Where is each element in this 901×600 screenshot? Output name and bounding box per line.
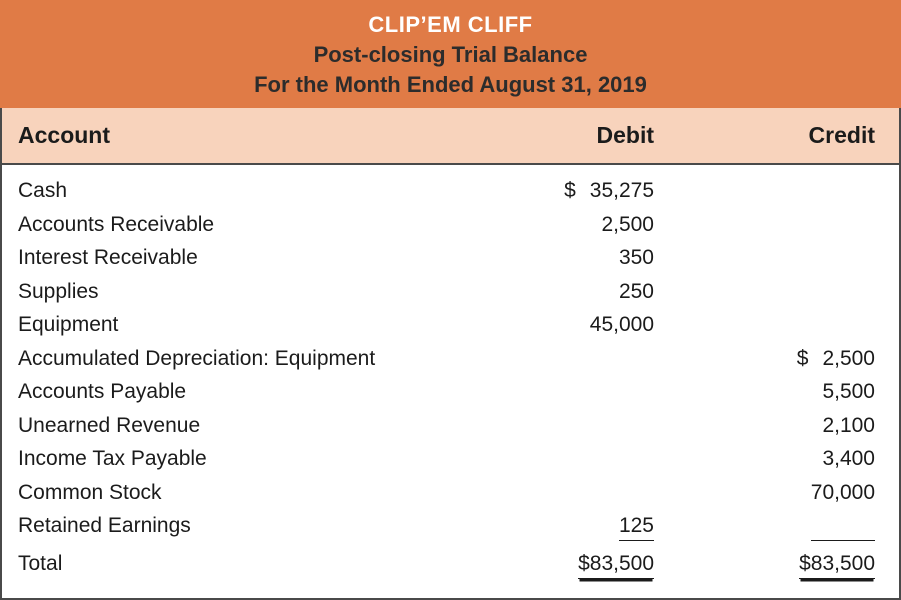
account-name: Retained Earnings	[18, 514, 191, 537]
amount-value: 2,500	[601, 212, 654, 236]
table-row	[0, 280, 901, 314]
table-row	[0, 313, 901, 347]
credit-amount	[682, 447, 901, 471]
table-row	[0, 347, 901, 381]
account-name: Interest Receivable	[18, 246, 198, 269]
currency-symbol: $	[796, 346, 809, 370]
total-row	[0, 552, 901, 586]
amount-value: 83,500	[589, 551, 654, 575]
credit-amount	[682, 514, 901, 541]
credit-amount	[682, 213, 901, 237]
amount-value: 350	[618, 246, 654, 269]
account-name: Unearned Revenue	[18, 413, 201, 437]
account-name: Equipment	[18, 313, 119, 336]
amount-value: 3,400	[822, 447, 875, 470]
account-name: Accounts Receivable	[18, 212, 215, 236]
debit-amount	[462, 380, 682, 404]
table-row	[0, 447, 901, 481]
report-title: Post-closing Trial Balance	[313, 42, 588, 67]
amount-value: 35,275	[589, 179, 654, 202]
amount-value: 45,000	[589, 313, 654, 336]
credit-amount	[682, 347, 901, 371]
debit-amount	[462, 179, 682, 203]
credit-amount	[682, 246, 901, 270]
debit-amount	[462, 246, 682, 270]
column-header-account: Account	[18, 122, 110, 148]
account-name: Common Stock	[18, 480, 162, 504]
column-header-debit: Debit	[596, 122, 654, 148]
document-header	[0, 0, 901, 108]
column-header-credit: Credit	[808, 122, 875, 148]
amount-value: 125	[618, 514, 654, 537]
credit-amount	[682, 481, 901, 505]
debit-amount	[462, 347, 682, 371]
report-period: For the Month Ended August 31, 2019	[254, 72, 647, 97]
table-header-row	[0, 108, 901, 165]
amount-value: 2,500	[822, 346, 875, 370]
credit-amount	[682, 280, 901, 304]
table-body	[0, 165, 901, 585]
table-row	[0, 414, 901, 448]
table-row	[0, 514, 901, 548]
table-row	[0, 481, 901, 515]
table-row	[0, 246, 901, 280]
debit-amount	[462, 313, 682, 337]
amount-value: 5,500	[822, 380, 875, 403]
debit-amount	[462, 447, 682, 471]
total-credit-amount	[682, 552, 901, 579]
account-name: Cash	[18, 179, 68, 202]
company-name: CLIP’EM CLIFF	[368, 12, 533, 37]
credit-amount	[682, 414, 901, 438]
currency-symbol: $	[564, 179, 576, 202]
amount-value: 83,500	[810, 551, 875, 575]
currency-symbol: $	[799, 551, 811, 575]
account-name: Accounts Payable	[18, 380, 187, 403]
total-debit-amount	[462, 552, 682, 579]
debit-amount	[462, 213, 682, 237]
amount-value: 70,000	[810, 480, 875, 504]
debit-amount	[462, 481, 682, 505]
debit-amount	[462, 414, 682, 438]
debit-amount	[462, 514, 682, 541]
amount-value: 2,100	[822, 413, 875, 437]
account-name: Accumulated Depreciation: Equipment	[18, 346, 376, 370]
total-label: Total	[18, 551, 63, 575]
credit-amount	[682, 179, 901, 203]
account-name: Supplies	[18, 279, 99, 303]
debit-amount	[462, 280, 682, 304]
credit-amount	[682, 313, 901, 337]
table-row	[0, 213, 901, 247]
account-name: Income Tax Payable	[18, 447, 207, 470]
table-row	[0, 380, 901, 414]
currency-symbol: $	[578, 551, 590, 575]
amount-value: 250	[618, 279, 654, 303]
table-row	[0, 179, 901, 213]
credit-amount	[682, 380, 901, 404]
